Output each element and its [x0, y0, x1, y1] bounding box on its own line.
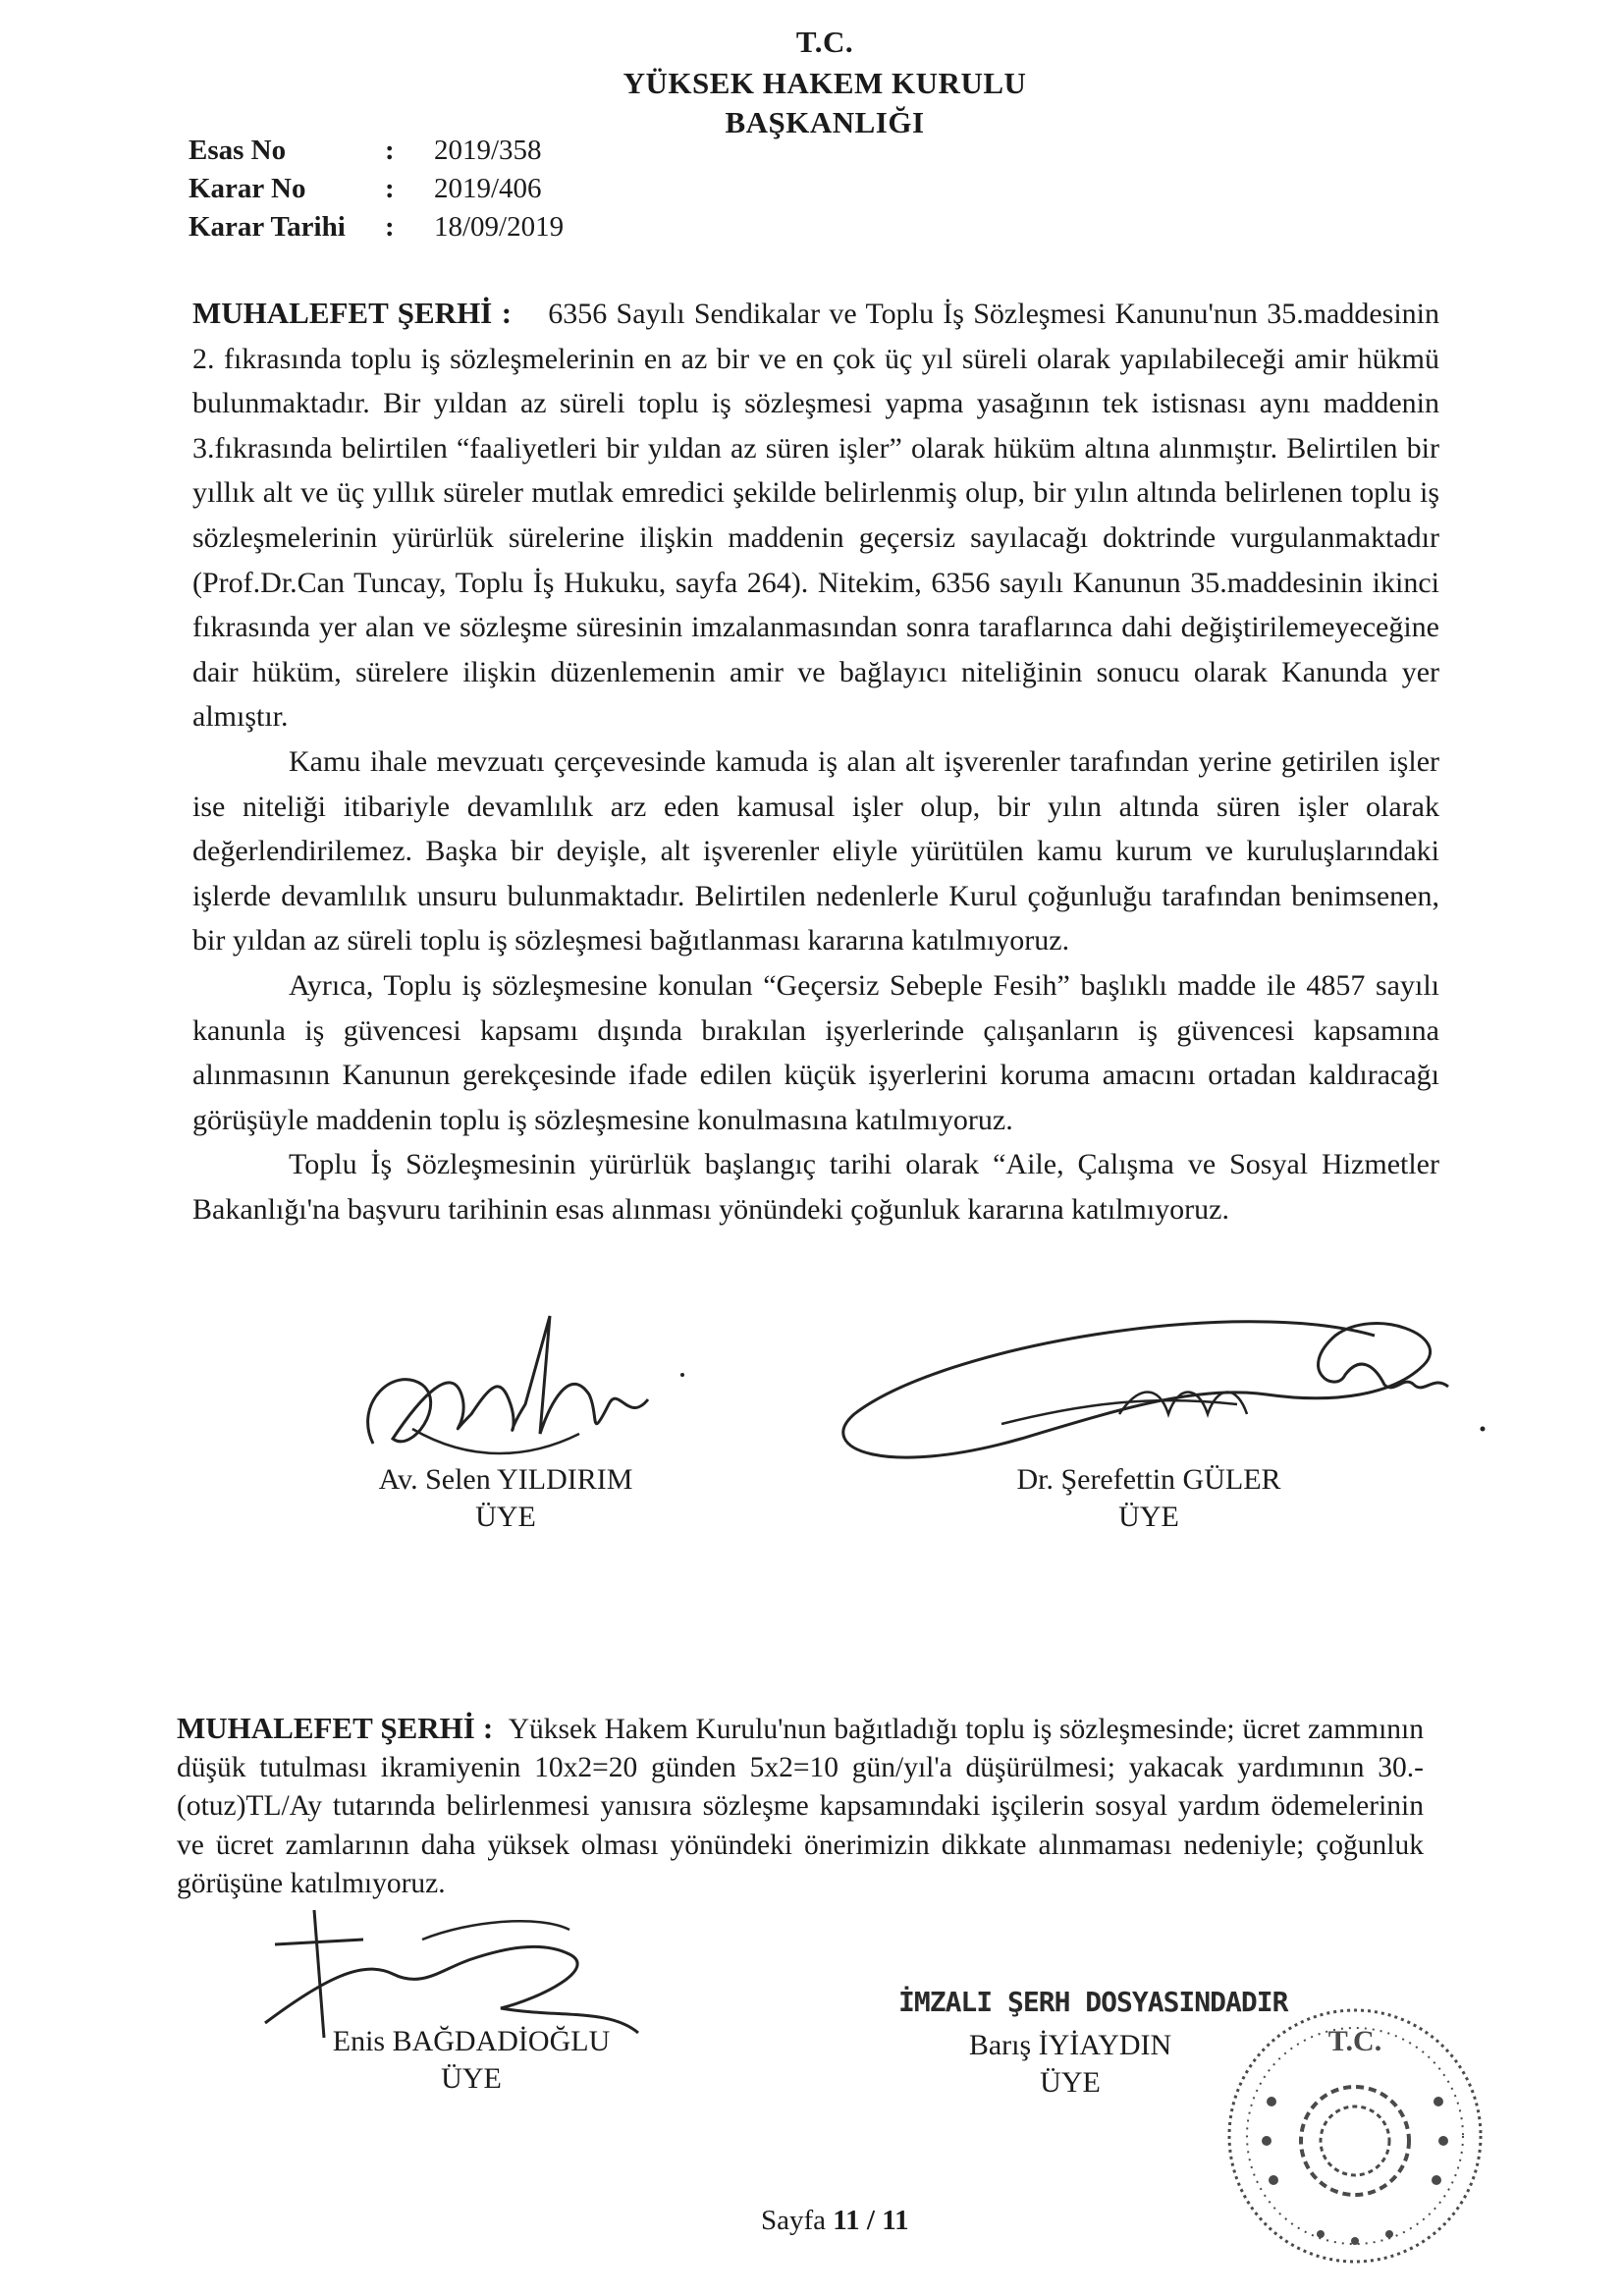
dissent-2-text-1: Yüksek Hakem Kurulu'nun bağıtladığı toplu iş sözleşmesinde; ücret zammının düşük tutulması ikramiyenin 10x2=20 günden 5x2=10 gün/yıl'a düşürülmesi; yakacak yardımının 30.-(otuz)TL/Ay tutarında belirlenmesi yanısıra sözleşme kapsamındaki işçilerin sosyal yardım ödemelerinin ve ücret zamlarının daha yüksek olması yönündeki önerimizin dikkate alınmaması nedeniyle; çoğunluk görüşüne katılmıyoruz.: [177, 1714, 1425, 1899]
meta-sep: :: [385, 135, 395, 166]
meta-label: Esas No: [189, 135, 287, 166]
dissent-1-paragraph-4: Toplu İş Sözleşmesinin yürürlük başlangıç tarihi olarak “Aile, Çalışma ve Sosyal Hizmetler Bakanlığı'na başvuru tarihinin esas alınması yönündeki çoğunluk kararına katılmıyoruz.: [192, 1148, 1439, 1226]
signatory-name: Dr. Şerefettin GÜLER: [1016, 1463, 1281, 1496]
dissent-1-heading: MUHALEFET ŞERHİ :: [192, 296, 513, 330]
signatory-2: [982, 1461, 1316, 1536]
dissent-1-paragraph-1: [192, 291, 1439, 739]
dissent-opinion-1: [192, 291, 1439, 1231]
meta-value: 2019/358: [434, 135, 542, 166]
page-number: [761, 2205, 909, 2237]
signed-dissent-on-file-stamp: İMZALI ŞERH DOSYASINDADIR: [898, 1986, 1288, 2018]
meta-label: Karar Tarihi: [189, 211, 346, 243]
karar-tarihi-row: [189, 208, 564, 246]
meta-label: Karar No: [189, 173, 306, 204]
signatory-role: ÜYE: [441, 2062, 502, 2095]
signatory-3: [295, 2023, 648, 2098]
dissent-1-text-1: 6356 Sayılı Sendikalar ve Toplu İş Sözleşmesi Kanunu'nun 35.maddesinin 2. fıkrasında toplu iş sözleşmelerinin en az bir ve en çok üç yıl süreli olarak yapılabileceği amir hükmü bulunmaktadır. Bir yıldan az süreli toplu iş sözleşmesi yapma yasağının tek istisnası aynı maddenin 3.fıkrasında belirtilen “faaliyetleri bir yıldan az süren işler” olarak hüküm altına alınmıştır. Belirtilen bir yıllık alt ve üç yıllık süreler mutlak emredici şekilde belirlenmiş olup, bir yılın altında belirlenen toplu iş sözleşmelerinin yürürlük sürelerine ilişkin maddenin geçersiz sayılacağı doktrinde vurgulanmaktadır (Prof.Dr.Can Tuncay, Toplu İş Hukuku, sayfa 264). Nitekim, 6356 sayılı Kanunun 35.maddesinin ikinci fıkrasında yer alan ve sözleşme süresinin imzalanmasından sonra taraflarınca dahi değiştirilemeyeceğine dair hüküm, sürelere ilişkin düzenlemenin amir ve bağlayıcı niteliğinin sonucu olarak Kanunda yer almıştır.: [192, 298, 1439, 734]
header-tc: T.C.: [795, 25, 854, 59]
signatory-role: ÜYE: [1118, 1501, 1179, 1533]
page-count: 11 / 11: [833, 2205, 909, 2236]
dissent-2-paragraph-1: [177, 1709, 1424, 1903]
dissent-1-paragraph-2: Kamu ihale mevzuatı çerçevesinde kamuda iş alan alt işverenler tarafından yerine getirilen işler ise niteliği itibariyle devamlılık arz eden kamusal işler olup, bir yılın altında süren işler olarak değerlendirilemez. Başka bir deyişle, alt işverenler eliyle yürütülen kamu kurum ve kuruluşlarındaki işlerde devamlılık unsuru bulunmaktadır. Belirtilen nedenlerle Kurul çoğunluğu tarafından benimsenen, bir yıldan az süreli toplu iş sözleşmesi bağıtlanması kararına katılmıyoruz.: [192, 744, 1439, 957]
signatory-role: ÜYE: [475, 1501, 536, 1533]
page-prefix: Sayfa: [761, 2205, 827, 2236]
signature-selen-yildirim: [353, 1306, 687, 1473]
signatory-name: Av. Selen YILDIRIM: [378, 1463, 633, 1496]
meta-sep: :: [385, 173, 395, 204]
official-seal: [1213, 1994, 1497, 2278]
esas-no-row: [189, 132, 564, 170]
seal-text: T.C.: [1327, 2025, 1382, 2057]
signatory-role: ÜYE: [1040, 2066, 1101, 2099]
signatory-name: Enis BAĞDADİOĞLU: [332, 2025, 611, 2057]
meta-value: 2019/406: [434, 173, 542, 204]
signatory-1: [349, 1461, 663, 1536]
case-metadata: [189, 132, 564, 246]
meta-value: 18/09/2019: [434, 211, 565, 243]
header-institution: YÜKSEK HAKEM KURULU: [622, 66, 1027, 100]
signatory-4: [923, 2027, 1217, 2102]
meta-sep: :: [385, 211, 395, 243]
dissent-1-paragraph-3: Ayrıca, Toplu iş sözleşmesine konulan “Geçersiz Sebeple Fesih” başlıklı madde ile 4857 sayılı kanunla iş güvencesi kapsamı dışında bırakılan işyerlerinde çalışanların iş güvencesi kapsamına alınmasının Kanunun gerekçesinde ifade edilen küçük işyerlerini koruma amacını ortadan kaldıracağı görüşüyle maddenin toplu iş sözleşmesine konulmasına katılmıyoruz.: [192, 968, 1439, 1136]
dissent-2-heading: MUHALEFET ŞERHİ :: [177, 1711, 494, 1745]
dissent-opinion-2: [177, 1709, 1424, 1903]
karar-no-row: [189, 170, 564, 208]
header-department: BAŞKANLIĞI: [725, 105, 925, 139]
signatory-name: Barış İYİAYDIN: [968, 2029, 1172, 2061]
